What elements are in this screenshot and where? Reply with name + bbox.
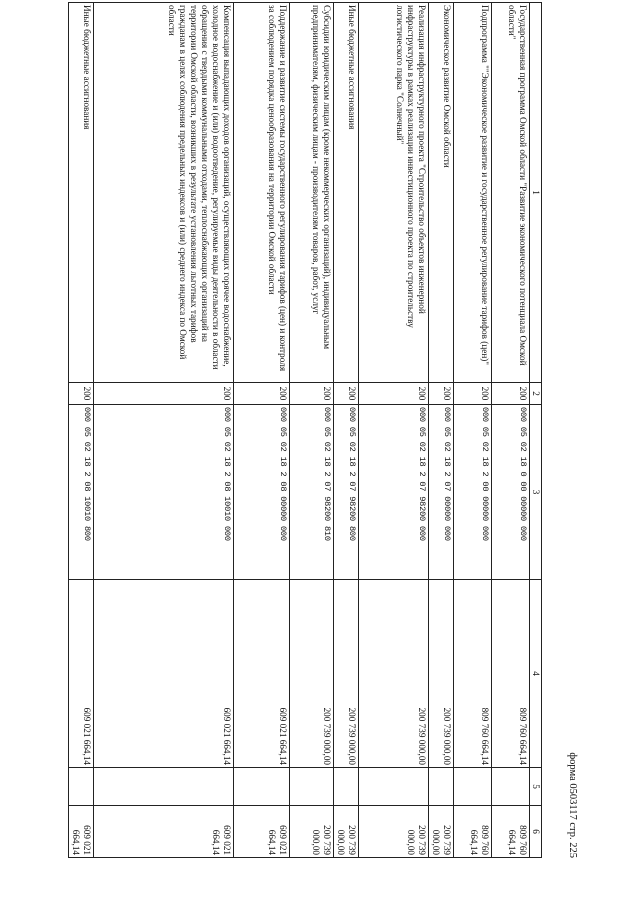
row-name: Иные бюджетные ассигнования <box>334 3 359 383</box>
row-col5 <box>234 768 290 806</box>
row-executed-amount: 200 739 000,00 <box>429 806 454 858</box>
row-line-code: 200 <box>492 383 530 405</box>
table-row <box>429 3 454 858</box>
table-row <box>234 3 290 858</box>
row-approved-amount: 809 760 664,14 <box>492 580 530 768</box>
row-approved-amount: 200 739 000,00 <box>334 580 359 768</box>
header-cell-1: 1 <box>530 3 542 383</box>
row-line-code: 200 <box>359 383 429 405</box>
row-line-code: 200 <box>429 383 454 405</box>
row-approved-amount: 609 021 664,14 <box>234 580 290 768</box>
row-approved-amount: 609 021 664,14 <box>94 580 234 768</box>
row-col5 <box>290 768 334 806</box>
row-approved-amount: 809 760 664,14 <box>454 580 492 768</box>
row-budget-code: 000 05 02 18 2 07 98200 000 <box>359 405 429 580</box>
row-executed-amount: 200 739 000,00 <box>359 806 429 858</box>
row-col5 <box>334 768 359 806</box>
row-approved-amount: 609 021 664,14 <box>69 580 94 768</box>
row-col5 <box>492 768 530 806</box>
row-executed-amount: 609 021 664,14 <box>69 806 94 858</box>
row-executed-amount: 200 739 000,00 <box>334 806 359 858</box>
table-row <box>94 3 234 858</box>
header-cell-5: 5 <box>530 768 542 806</box>
row-name: Реализация инфраструктурного проекта "Строительство объектов инженерной инфраструктуры в рамках реализации инвестиционного проекта по строительству логистического парка "Солнечный" <box>359 3 429 383</box>
row-executed-amount: 609 021 664,14 <box>94 806 234 858</box>
header-cell-6: 6 <box>530 806 542 858</box>
row-name: Поддержание и развитие системы государственного регулирования тарифов (цен) и контроля за соблюдением порядка ценообразования на территории Омской области <box>234 3 290 383</box>
table-row <box>290 3 334 858</box>
row-name: Экономическое развитие Омской области <box>429 3 454 383</box>
row-name: Компенсация выпадающих доходов организаций, осуществляющих горячее водоснабжение, холодное водоснабжение и (или) водоотведение, регулируемые виды деятельности в области обращения с твердыми коммунальными отходами, теплоснабжающих организаций на территории Омской области, возникших в результате установления льготных тарифов гражданам в целях соблюдения предельных индексов и (или) среднего индекса по Омской области <box>94 3 234 383</box>
table-row <box>69 3 94 858</box>
table-row <box>359 3 429 858</box>
report-table <box>68 2 542 858</box>
row-executed-amount: 200 739 000,00 <box>290 806 334 858</box>
row-executed-amount: 809 760 664,14 <box>454 806 492 858</box>
row-budget-code: 000 05 02 18 2 07 98200 800 <box>334 405 359 580</box>
row-col5 <box>359 768 429 806</box>
row-name: Подпрограмма ""Экономическое развитие и государственное регулирование тарифов (цен)" <box>454 3 492 383</box>
row-budget-code: 000 05 02 18 2 08 10010 800 <box>69 405 94 580</box>
row-budget-code: 000 05 02 18 2 07 00000 000 <box>429 405 454 580</box>
rotated-page <box>38 2 578 862</box>
header-cell-4: 4 <box>530 580 542 768</box>
table-body <box>69 3 542 858</box>
row-name: Государственная программа Омской области "Развитие экономического потенциала Омской области" <box>492 3 530 383</box>
row-name: Субсидии юридическим лицам (кроме некоммерческих организаций), индивидуальным предпринимателям, физическим лицам - производителям товаров, работ, услуг <box>290 3 334 383</box>
form-reference: форма 0503117 стр. 225 <box>567 752 578 858</box>
table-row <box>334 3 359 858</box>
row-col5 <box>429 768 454 806</box>
row-budget-code: 000 05 02 18 0 00 00000 000 <box>492 405 530 580</box>
row-line-code: 200 <box>234 383 290 405</box>
header-cell-2: 2 <box>530 383 542 405</box>
row-line-code: 200 <box>94 383 234 405</box>
row-approved-amount: 200 739 000,00 <box>290 580 334 768</box>
row-col5 <box>69 768 94 806</box>
row-line-code: 200 <box>290 383 334 405</box>
row-line-code: 200 <box>69 383 94 405</box>
row-name: Иные бюджетные ассигнования <box>69 3 94 383</box>
row-executed-amount: 809 760 664,14 <box>492 806 530 858</box>
row-approved-amount: 200 739 000,00 <box>429 580 454 768</box>
row-budget-code: 000 05 02 18 2 08 00000 000 <box>234 405 290 580</box>
header-row <box>530 3 542 858</box>
row-line-code: 200 <box>454 383 492 405</box>
table-row <box>492 3 530 858</box>
row-line-code: 200 <box>334 383 359 405</box>
row-budget-code: 000 05 02 18 2 07 98200 810 <box>290 405 334 580</box>
row-col5 <box>454 768 492 806</box>
row-budget-code: 000 05 02 18 2 08 10010 000 <box>94 405 234 580</box>
row-col5 <box>94 768 234 806</box>
table-row <box>454 3 492 858</box>
row-approved-amount: 200 739 000,00 <box>359 580 429 768</box>
row-budget-code: 000 05 02 18 2 00 00000 000 <box>454 405 492 580</box>
row-executed-amount: 609 021 664,14 <box>234 806 290 858</box>
header-cell-3: 3 <box>530 405 542 580</box>
